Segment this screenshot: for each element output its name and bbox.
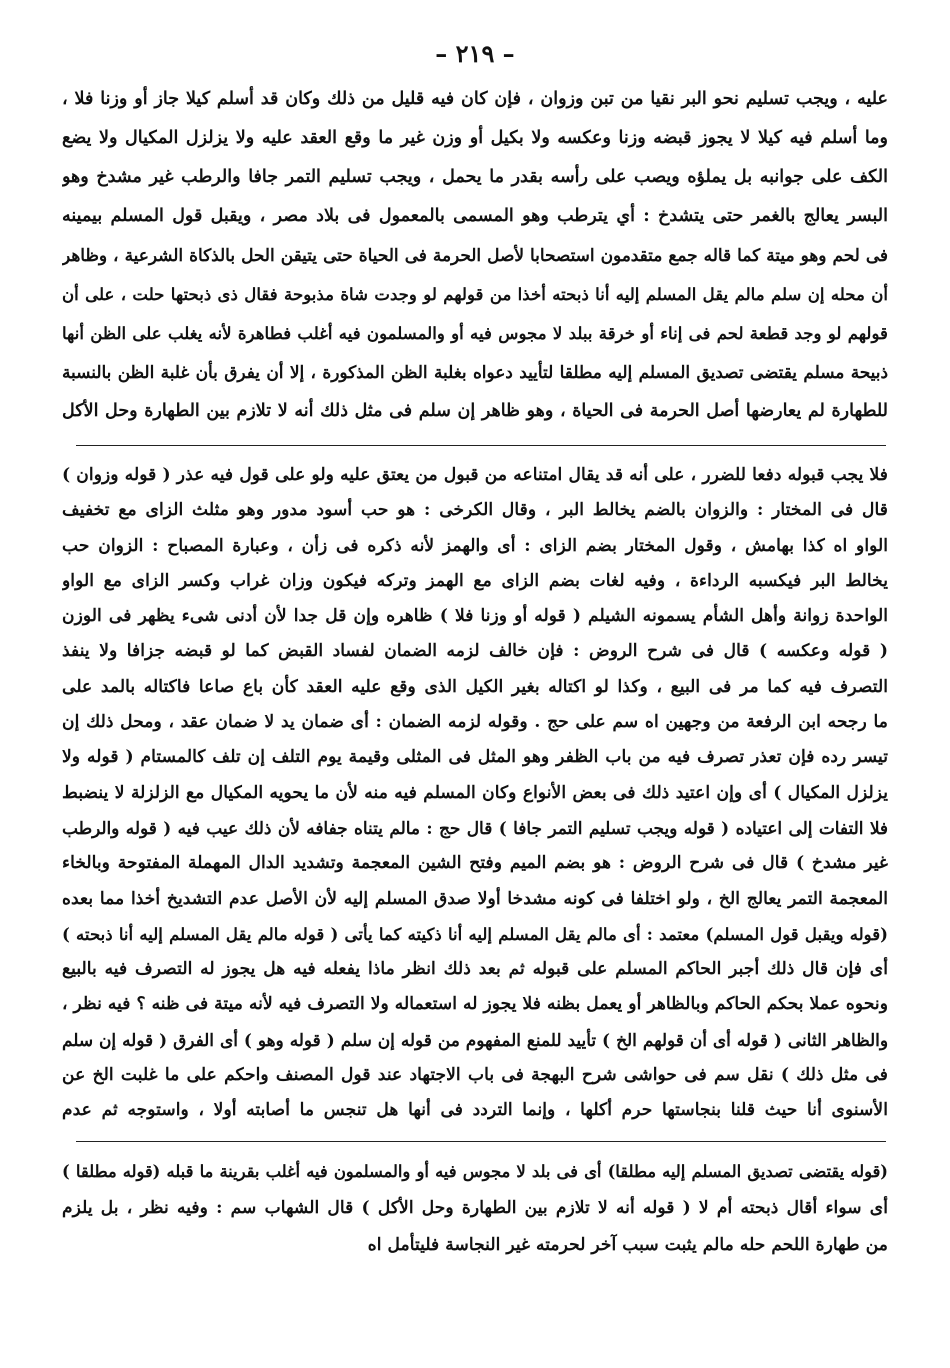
commentary-line: المعجمة التمر يعالج الخ ، ولو اختلفا فى كونه مشدخا أولا صدق المسلم إليه لأن الأصل عدم التشديخ أخذا مما بعده (62, 888, 888, 909)
commentary-line: فى مثل ذلك ) نقل سم فى حواشى شرح البهجة فى باب الاجتهاد عند قول المصنف واحكم على ما غلبت الخ عن (62, 1065, 888, 1086)
main-line: فى لحم وهو ميتة كما قاله جمع متقدمون استصحابا لأصل الحرمة فى الحياة حتى يتيقن الحل بالذكاة الشرعية ، وظاهر (62, 245, 888, 265)
commentary-line: الأسنوى أنا حيث قلنا بنجاستها حرم أكلها ، وإنما التردد فى أنها هل تنجس ما أصابته أولا ، واستوجه ثم عدم (62, 1100, 888, 1121)
main-line: أن محله إن سلم مالم يقل المسلم إليه أنا ذبحته أخذا من قولهم لو وجدت شاة مذبوحة فقال ذى ذبحتها حلت ، على أن (62, 284, 888, 304)
page-number: – ٢١٩ – (435, 39, 515, 68)
commentary-line: أى فإن قال ذلك أجبر الحاكم المسلم على قبوله ثم بعد ذلك انظر ماذا يفعله فيه هل يجوز له التصرف فيه بالبيع (62, 959, 888, 980)
commentary-line: تيسر رده فإن تعذر تصرف فيه من باب الظفر وهو المثل فى المثلى وقيمة يوم التلف إن تلف كالمستام ( قوله ولا (62, 747, 888, 768)
commentary-line: الواحدة زوانة وأهل الشأم يسمونه الشيلم ( قوله أو وزنا فلا ) ظاهره وإن قل جدا لأن أدنى شىء يظهر فى الوزن (62, 606, 888, 627)
main-line: قولهم لو وجد قطعة لحم فى إناء أو خرقة ببلد لا مجوس فيه أو والمسلمون فيه أغلب فطاهرة لأنه يغلب على الظن أنها (62, 323, 888, 343)
commentary-line: الواو اه كذا بهامش ، وقول المختار بضم الزاى : أى والهمز لأنه ذكره فى زأن ، وعبارة المصباح : الزوان حب (62, 535, 888, 556)
main-line: البسر يعالج بالغمر حتى يتشدخ : أي يترطب وهو المسمى بالمعمول فى بلاد مصر ، ويقبل قول المسلم بيمينه (62, 206, 888, 226)
main-line: ذبيحة مسلم يقتضى تصديق المسلم إليه مطلقا لتأييد دعواه بغلبة الظن المذكورة ، إلا أن يفرق بأن غلبة الظن بالنسبة (62, 362, 888, 382)
commentary-line: يزلزل المكيال ) أى وإن اعتيد ذلك فى بعض الأنواع وكان المسلم فيه منه لأن ما يحويه المكيال مع الزلزلة لا ينضبط (62, 782, 888, 803)
commentary-line: (قوله ويقبل قول المسلم) معتمد : أى مالم يقل المسلم إليه أنا ذكيته كما يأتى ( قوله مالم يقل المسلم إليه أنا ذبحته ) (62, 923, 888, 944)
section-divider (76, 1141, 886, 1142)
commentary-line: فلا التفات إلى اعتياده ( قوله ويجب تسليم التمر جافا ) قال حج : مالم يتناه جفافه لأن ذلك عيب فيه ( قوله والرطب (62, 817, 888, 838)
book-page (62, 28, 888, 1263)
commentary-line: فلا يجب قبوله دفعا للضرر ، على أنه قد يقال امتناعه من قبول من يعتق عليه ولو على قول فيه عذر ( قوله وزوان ) (62, 465, 888, 485)
main-text (62, 80, 888, 431)
commentary-line: ( قوله وعكسه ) قال فى شرح الروض : فإن خالف لزمه الضمان لفساد القبض كما لو قبضه جزافا ولا ينفذ (62, 641, 888, 662)
commentary-line: ونحوه عملا بحكم الحاكم وبالظاهر أو يعمل بظنه فلا يجوز له استعماله ولا التصرف فيه لأنه ميتة فى ظنه ؟ فيه نظر ، (62, 994, 888, 1015)
commentary-line: ما رجحه ابن الرفعة من وجهين اه سم على حج . وقوله لزمه الضمان : أى ضمان يد لا ضمان عقد ، ومحل ذلك إن (62, 712, 888, 733)
main-line: عليه ، ويجب تسليم نحو البر نقيا من تبن وزوان ، فإن كان فيه قليل من ذلك وكان قد أسلم كيلا جاز أو وزنا فلا ، (62, 89, 888, 109)
main-line: الكف على جوانبه بل يملؤه ويصب على رأسه بقدر ما يحمل ، ويجب تسليم التمر جافا والرطب غير مشدخ وهو (62, 167, 888, 187)
gloss-text (62, 1154, 888, 1264)
gloss-line: من طهارة اللحم حله مالم يثبت سبب آخر لحرمته غير النجاسة فليتأمل اه (367, 1234, 888, 1255)
commentary-line: التصرف فيه كما مر فى البيع ، وكذا لو اكتاله بغير الكيل الذى وقع عليه العقد كأن باع صاعا فاكتاله بالمد على (62, 676, 888, 697)
main-line: وما أسلم فيه كيلا لا يجوز قبضه وزنا وعكسه ولا بكيل أو وزن غير ما وقع العقد عليه ولا يزلزل المكيال ولا يضع (62, 128, 888, 148)
section-divider (76, 445, 886, 446)
commentary-line: قال فى المختار : والزوان بالضم يخالط البر ، وقال الكرخى : هو حب أسود مدور وهو مثلث الزاى مع تخفيف (62, 500, 888, 521)
gloss-line: (قوله يقتضى تصديق المسلم إليه مطلقا) أى فى بلد لا مجوس فيه أو والمسلمون فيه أغلب بقرينة ما قبله (قوله مطلقا ) (62, 1161, 888, 1181)
commentary-line: والظاهر الثانى ( قوله أى أن قولهم الخ ) تأييد للمنع المفهوم من قوله إن سلم ( قوله وهو ) أى الفرق ( قوله إن سلم (62, 1029, 888, 1050)
commentary-line: يخالط البر فيكسبه الرداءة ، وفيه لغات بضم الزاى مع الهمز وتركه فيكون وزان غراب وكسر الزاى مع الواو (62, 570, 888, 591)
commentary-text (62, 458, 888, 1129)
main-line: للطهارة لم يعارضها أصل الحرمة فى الحياة ، وهو ظاهر إن سلم فى مثل ذلك أنه لا تلازم بين الطهارة وحل الأكل (62, 401, 888, 421)
commentary-line: غير مشدخ ) قال فى شرح الروض : هو بضم الميم وفتح الشين المعجمة وتشديد الدال المهملة المفتوحة وبالخاء (62, 853, 888, 874)
gloss-line: أى سواء أقال ذبحته أم لا ( قوله أنه لا تلازم بين الطهارة وحل الأكل ) قال الشهاب سم : وفيه نظر ، بل يلزم (62, 1198, 888, 1219)
